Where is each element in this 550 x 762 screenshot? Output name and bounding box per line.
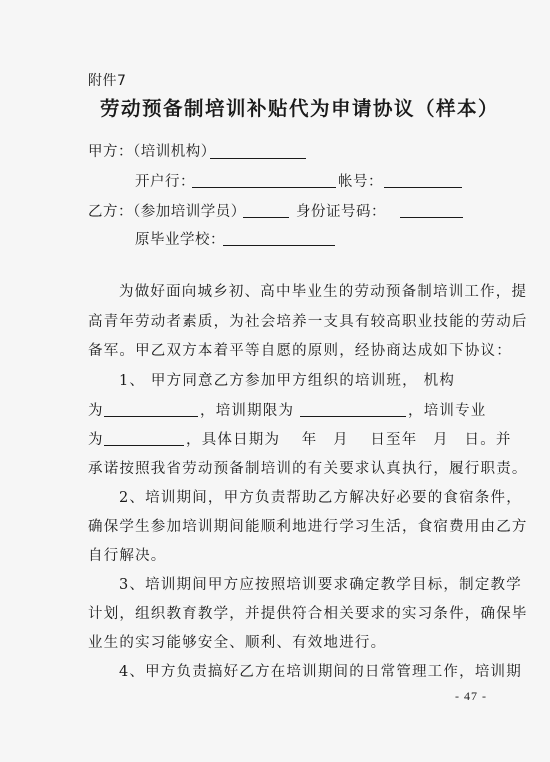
- clause-4-line: 4、甲方负责搞好乙方在培训期间的日常管理工作，培训期: [119, 664, 522, 680]
- paragraph-line: 备军。甲乙双方本着平等自愿的原则，经协商达成如下协议：: [88, 343, 512, 359]
- account-blank: [384, 187, 462, 188]
- clause-2-line: 2、培训期间，甲方负责帮助乙方解决好必要的食宿条件，: [119, 490, 522, 506]
- paragraph-line: 高青年劳动者素质，为社会培养一支具有较高职业技能的劳动后: [88, 314, 528, 330]
- clause-1-line: 1、 甲方同意乙方参加甲方组织的培训班， 机构: [119, 373, 456, 389]
- annex-label: 附件7: [88, 73, 127, 89]
- period-blank: [300, 416, 406, 417]
- bank-label: 开户行：: [135, 174, 195, 190]
- clause-2-line: 自行解决。: [88, 548, 167, 564]
- school-label: 原毕业学校：: [135, 232, 225, 248]
- party-a-blank: [210, 158, 306, 159]
- institution-blank: [104, 416, 198, 417]
- page-number: - 47 -: [455, 689, 487, 703]
- clause-1-line: ，培训期限为: [200, 403, 295, 419]
- account-label: 帐号：: [338, 174, 383, 190]
- clause-3-line: 计划，组织教育教学，并提供符合相关要求的实习条件，确保毕: [88, 606, 528, 622]
- party-b-label: 乙方：（参加培训学员）: [88, 204, 246, 220]
- clause-3-line: 3、培训期间甲方应按照培训要求确定教学目标，制定教学: [119, 577, 522, 593]
- clause-1-line: 为: [88, 432, 104, 448]
- clause-1-line: 为: [88, 403, 104, 419]
- clause-2-line: 确保学生参加培训期间能顺利地进行学习生活，食宿费用由乙方: [88, 519, 528, 535]
- bank-blank: [192, 187, 336, 188]
- clause-3-line: 业生的实习能够安全、顺利、有效地进行。: [88, 635, 387, 651]
- id-blank: [400, 217, 463, 218]
- id-label: 身份证号码：: [296, 204, 386, 220]
- party-a-label: 甲方：（培训机构）: [88, 144, 216, 160]
- clause-1-line: 承诺按照我省劳动预备制培训的有关要求认真执行，履行职责。: [88, 461, 528, 477]
- major-blank: [104, 445, 184, 446]
- party-b-blank: [243, 217, 289, 218]
- clause-1-line: ，具体日期为 年 月 日至年 月 日。并: [186, 432, 512, 448]
- document-title: 劳动预备制培训补贴代为申请协议（样本）: [100, 97, 500, 120]
- school-blank: [223, 245, 335, 246]
- clause-1-line: ，培训专业: [408, 403, 487, 419]
- paragraph-line: 为做好面向城乡初、高中毕业生的劳动预备制培训工作，提: [119, 284, 528, 300]
